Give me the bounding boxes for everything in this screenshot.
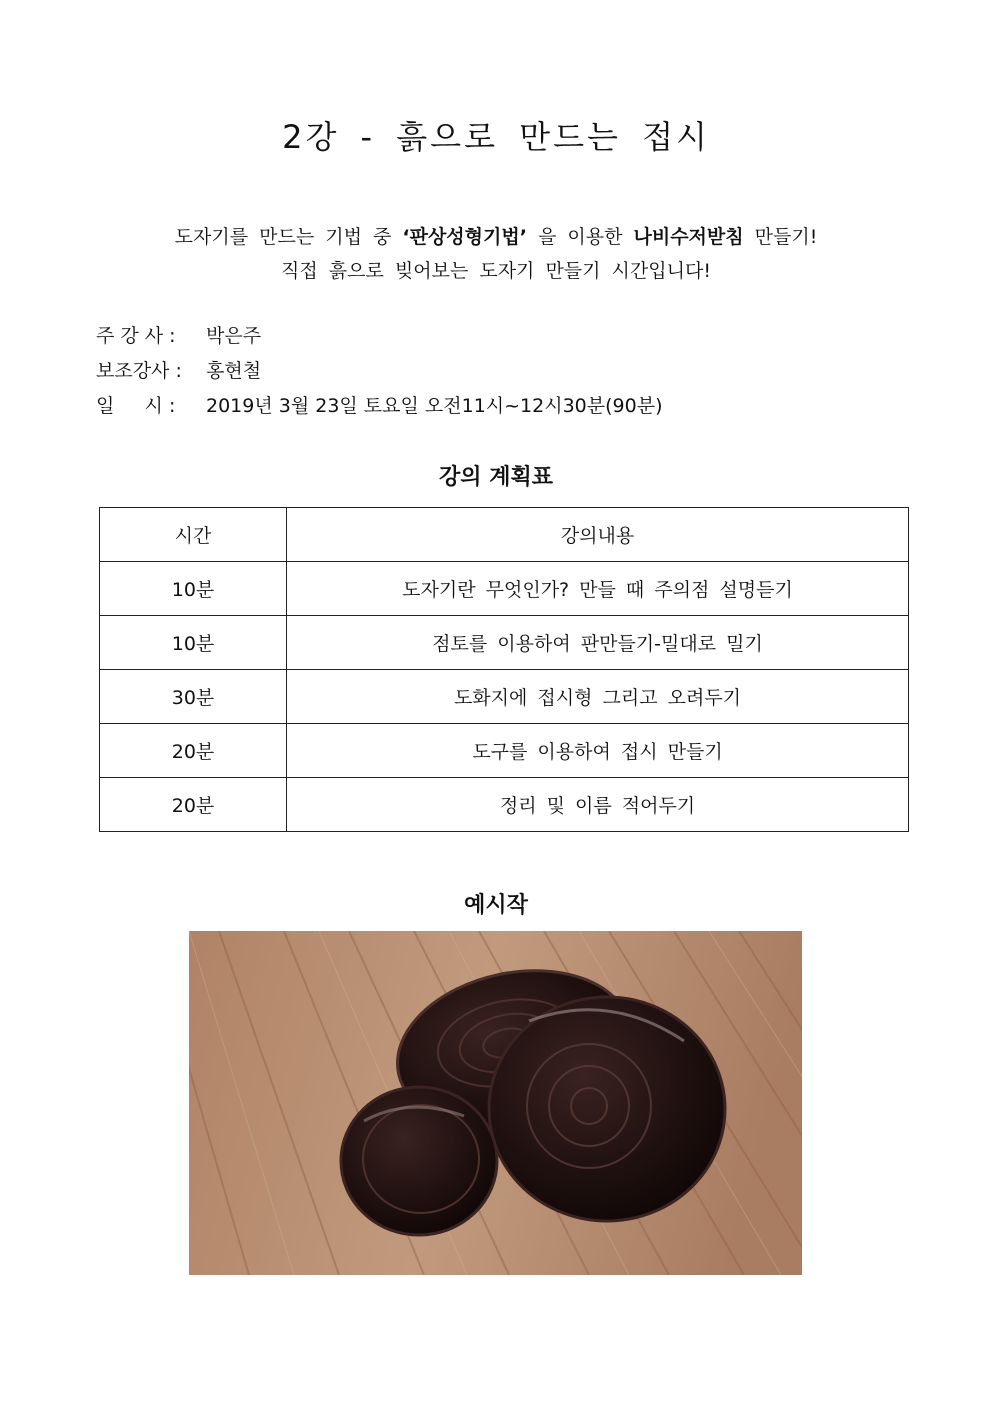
table-row (100, 670, 909, 724)
row-content: 도구를 이용하여 접시 만들기 (287, 724, 909, 778)
header-content: 강의내용 (287, 508, 909, 562)
row-duration: 20분 (100, 778, 287, 832)
plan-title: 강의 계획표 (439, 465, 553, 490)
row-duration: 10분 (100, 616, 287, 670)
row-content: 정리 및 이름 적어두기 (287, 778, 909, 832)
table-row (100, 616, 909, 670)
table-header-row (100, 508, 909, 562)
info-label: 주 강 사 : (96, 325, 182, 347)
intro-text-a: 도자기를 만드는 기법 중 (174, 226, 403, 248)
header-time: 시간 (100, 508, 287, 562)
info-label: 일 시 : (96, 395, 182, 417)
info-label: 보조강사 : (96, 360, 188, 382)
info-assistant (96, 356, 261, 383)
intro-text-b: 을 이용한 (526, 226, 634, 248)
table-row (100, 562, 909, 616)
technique-name: ‘판상성형기법’ (402, 226, 527, 248)
info-value: 홍현철 (206, 360, 262, 382)
row-content: 점토를 이용하여 판만들기-밀대로 밀기 (287, 616, 909, 670)
table-row (100, 724, 909, 778)
info-value: 2019년 3월 23일 토요일 오전11시~12시30분(90분) (206, 395, 663, 417)
row-content: 도화지에 접시형 그리고 오려두기 (287, 670, 909, 724)
project-name: 나비수저받침 (633, 226, 744, 248)
row-duration: 30분 (100, 670, 287, 724)
intro-line-2: 직접 흙으로 빚어보는 도자기 만들기 시간입니다! (281, 260, 711, 282)
intro-line-1 (0, 222, 992, 249)
info-datetime (96, 391, 662, 418)
table-row (100, 778, 909, 832)
example-title: 예시작 (464, 893, 528, 918)
example-plates-photo (189, 931, 802, 1275)
row-content: 도자기란 무엇인가? 만들 때 주의점 설명듣기 (287, 562, 909, 616)
page-title: 2강 - 흙으로 만드는 접시 (282, 118, 710, 156)
info-instructor (96, 321, 261, 348)
info-value: 박은주 (206, 325, 262, 347)
row-duration: 10분 (100, 562, 287, 616)
row-duration: 20분 (100, 724, 287, 778)
lecture-plan-table (99, 507, 909, 832)
intro-text-c: 만들기! (743, 226, 818, 248)
